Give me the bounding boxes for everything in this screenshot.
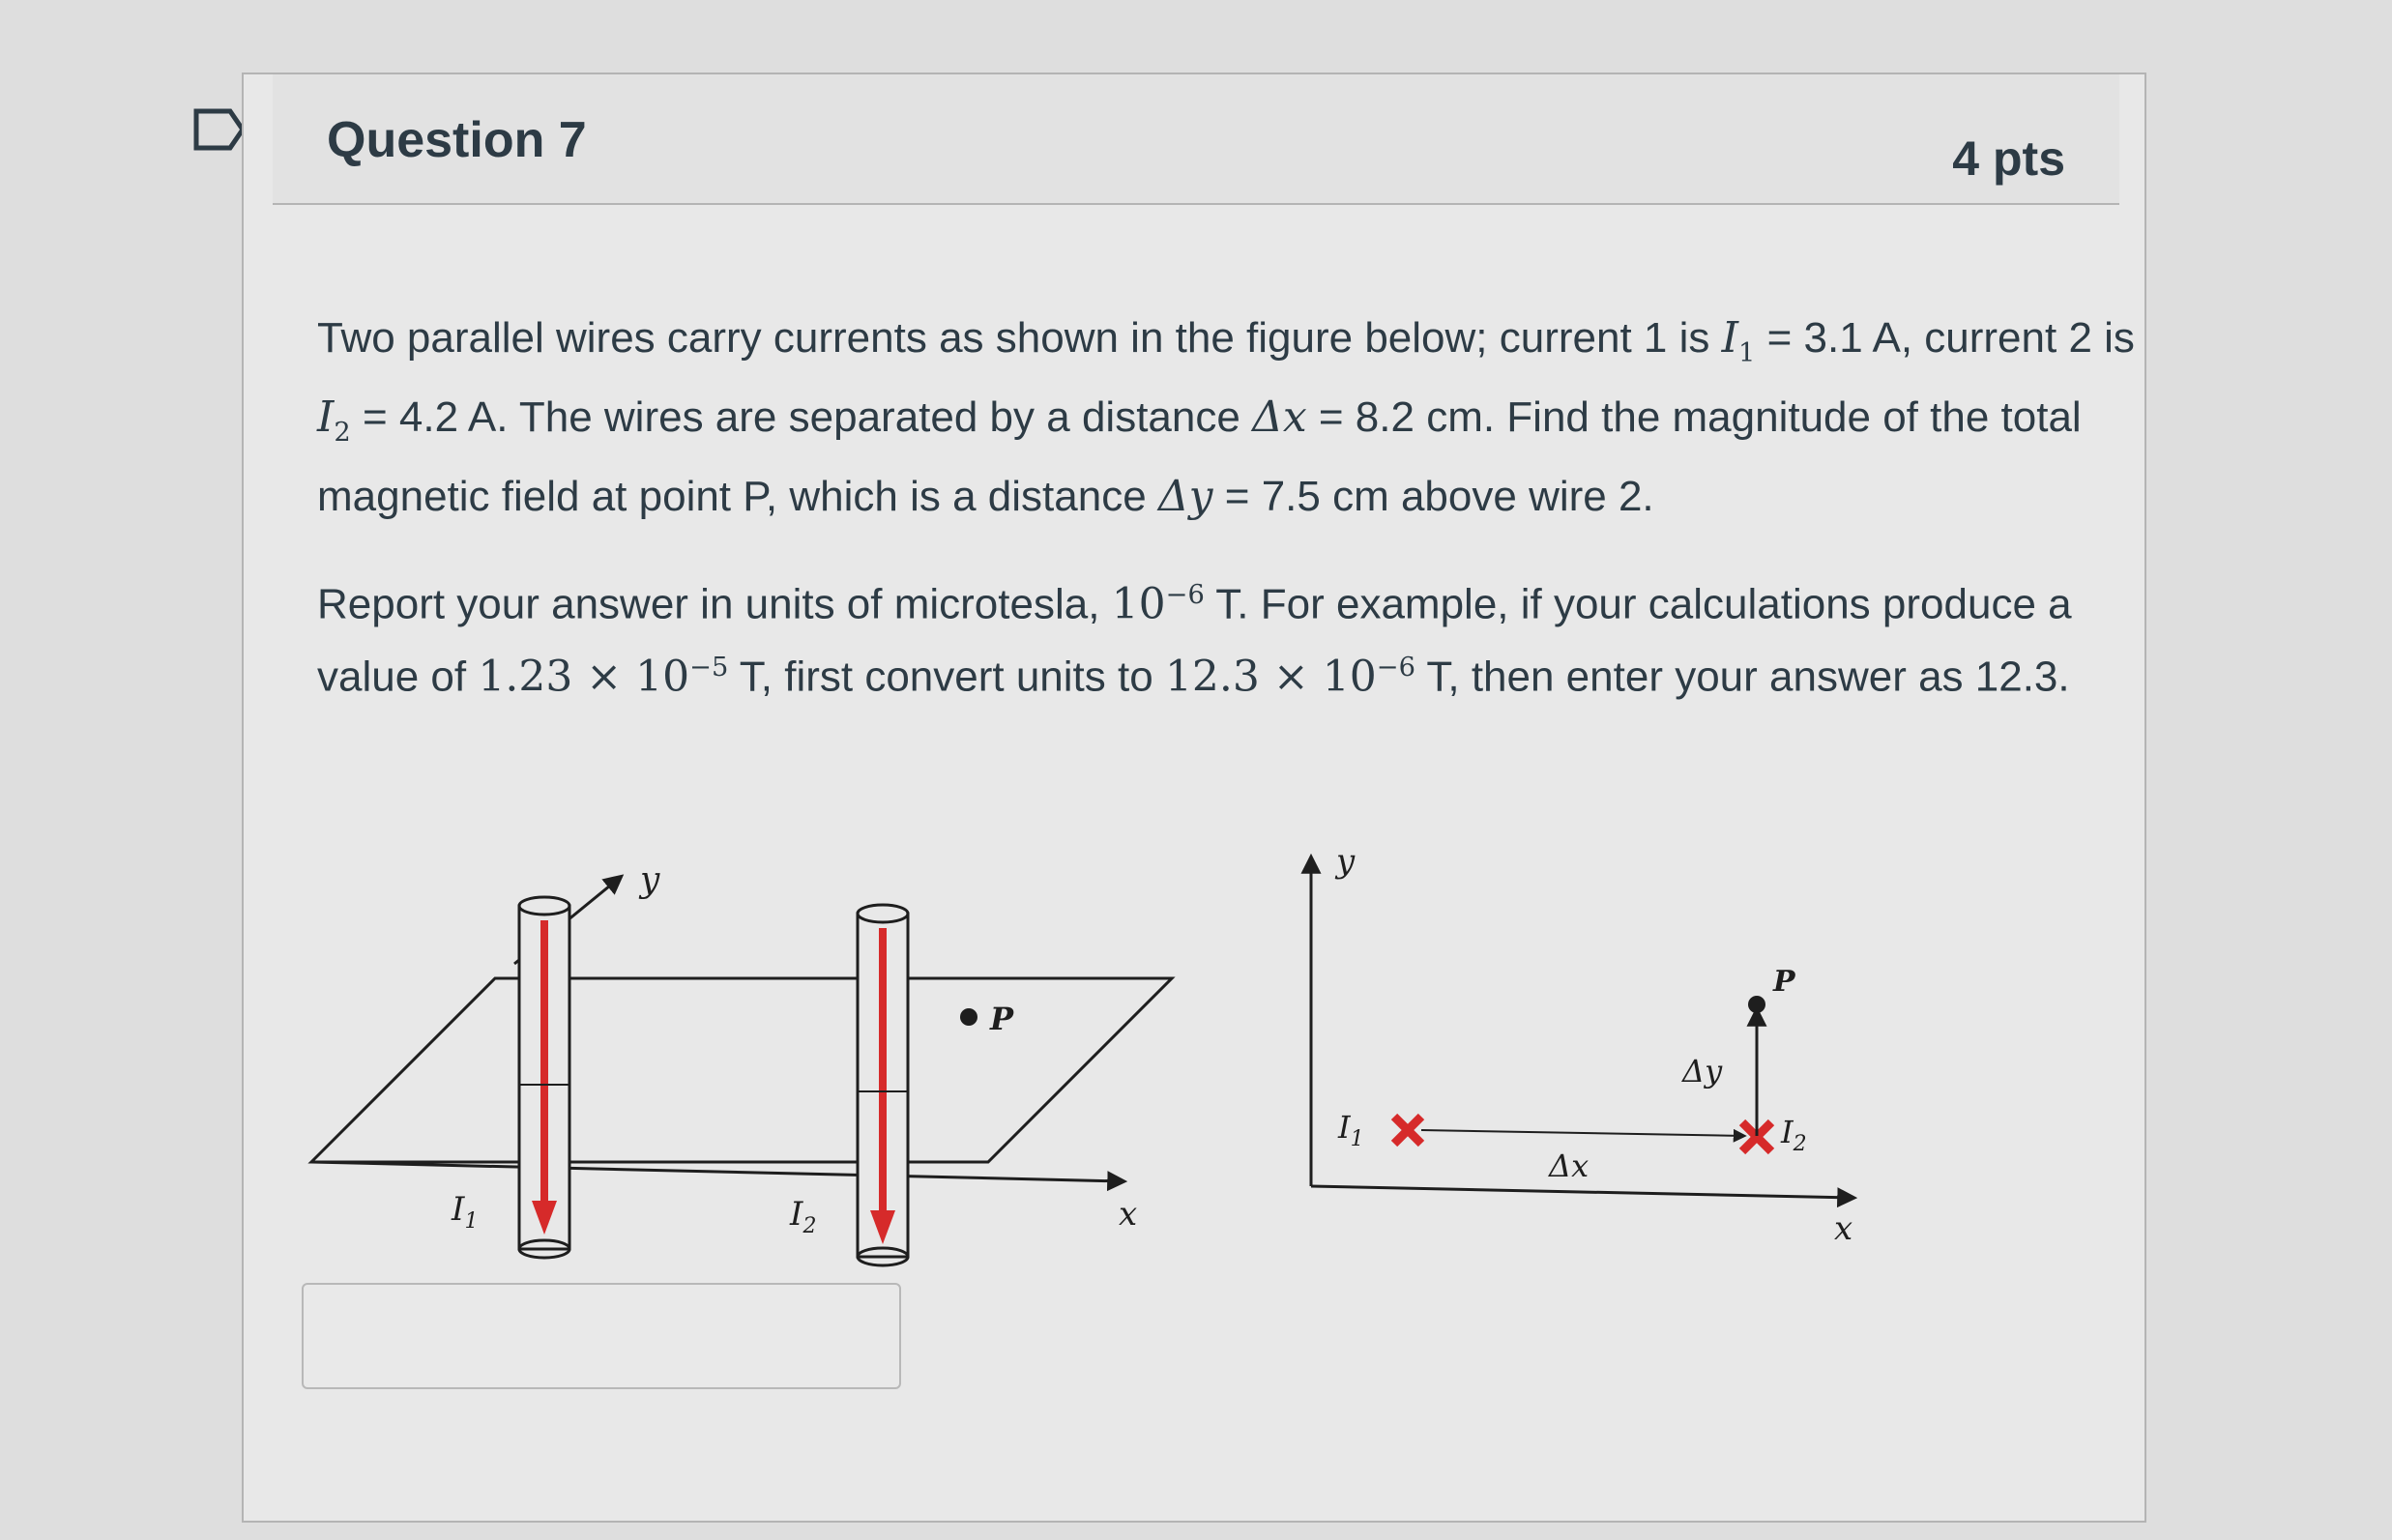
right-x-label: x — [1834, 1209, 1853, 1248]
left-plane — [311, 978, 1172, 1162]
right-dx-label: Δx — [1549, 1148, 1590, 1184]
question-text — [317, 306, 2135, 744]
right-point-p — [1748, 996, 1765, 1013]
right-i2-label: $I_2$ — [1781, 1114, 1807, 1156]
question-figure — [302, 828, 2139, 1312]
right-p-label: P — [1773, 965, 1795, 999]
left-i2-label: $I_2$ — [790, 1195, 817, 1238]
wire-1-cylinder — [519, 897, 569, 1258]
question-paragraph-1: Two parallel wires carry currents as shown in the figure below; current 1 is $I_1 = 3.1$ A, current 2 is $I_2 = 4.2$ A. The wires are separated by a distance Δx = 8.2 cm. Find the magnitude of the total magnetic field at point P, which is a distance Δy = 7.5 cm above wire 2. — [317, 313, 2135, 521]
left-x-axis — [311, 1162, 1123, 1181]
right-x-axis — [1311, 1186, 1853, 1198]
wire-2-cylinder — [858, 905, 908, 1265]
left-3d-figure — [311, 860, 1172, 1265]
left-point-p — [960, 1008, 977, 1026]
left-x-label: x — [1119, 1195, 1138, 1234]
question-points: 4 pts — [1952, 131, 2065, 186]
right-y-label: y — [1336, 842, 1356, 881]
bookmark-flag-icon[interactable] — [193, 108, 246, 151]
right-dy-label: Δy — [1682, 1053, 1723, 1090]
question-header — [273, 74, 2119, 205]
right-wire-1-cross — [1394, 1117, 1421, 1144]
answer-input[interactable] — [302, 1283, 901, 1389]
question-title: Question 7 — [327, 112, 587, 168]
left-i1-label: $I_1$ — [452, 1190, 479, 1234]
left-y-label: y — [640, 860, 660, 900]
right-i1-label: $I_1$ — [1338, 1109, 1364, 1151]
right-dx-line — [1421, 1130, 1744, 1136]
question-paragraph-2: Report your answer in units of microtesla, $10^{-6}$ T. For example, if your calculations produce a value of $1.23 \times 10^{-5}$ T, first convert units to $12.3 \times 10^{-6}$ T, then enter your answer as 12.3. — [317, 579, 2072, 702]
right-2d-figure — [1311, 842, 1853, 1248]
question-card — [242, 73, 2146, 1523]
left-p-label: P — [990, 1001, 1014, 1037]
